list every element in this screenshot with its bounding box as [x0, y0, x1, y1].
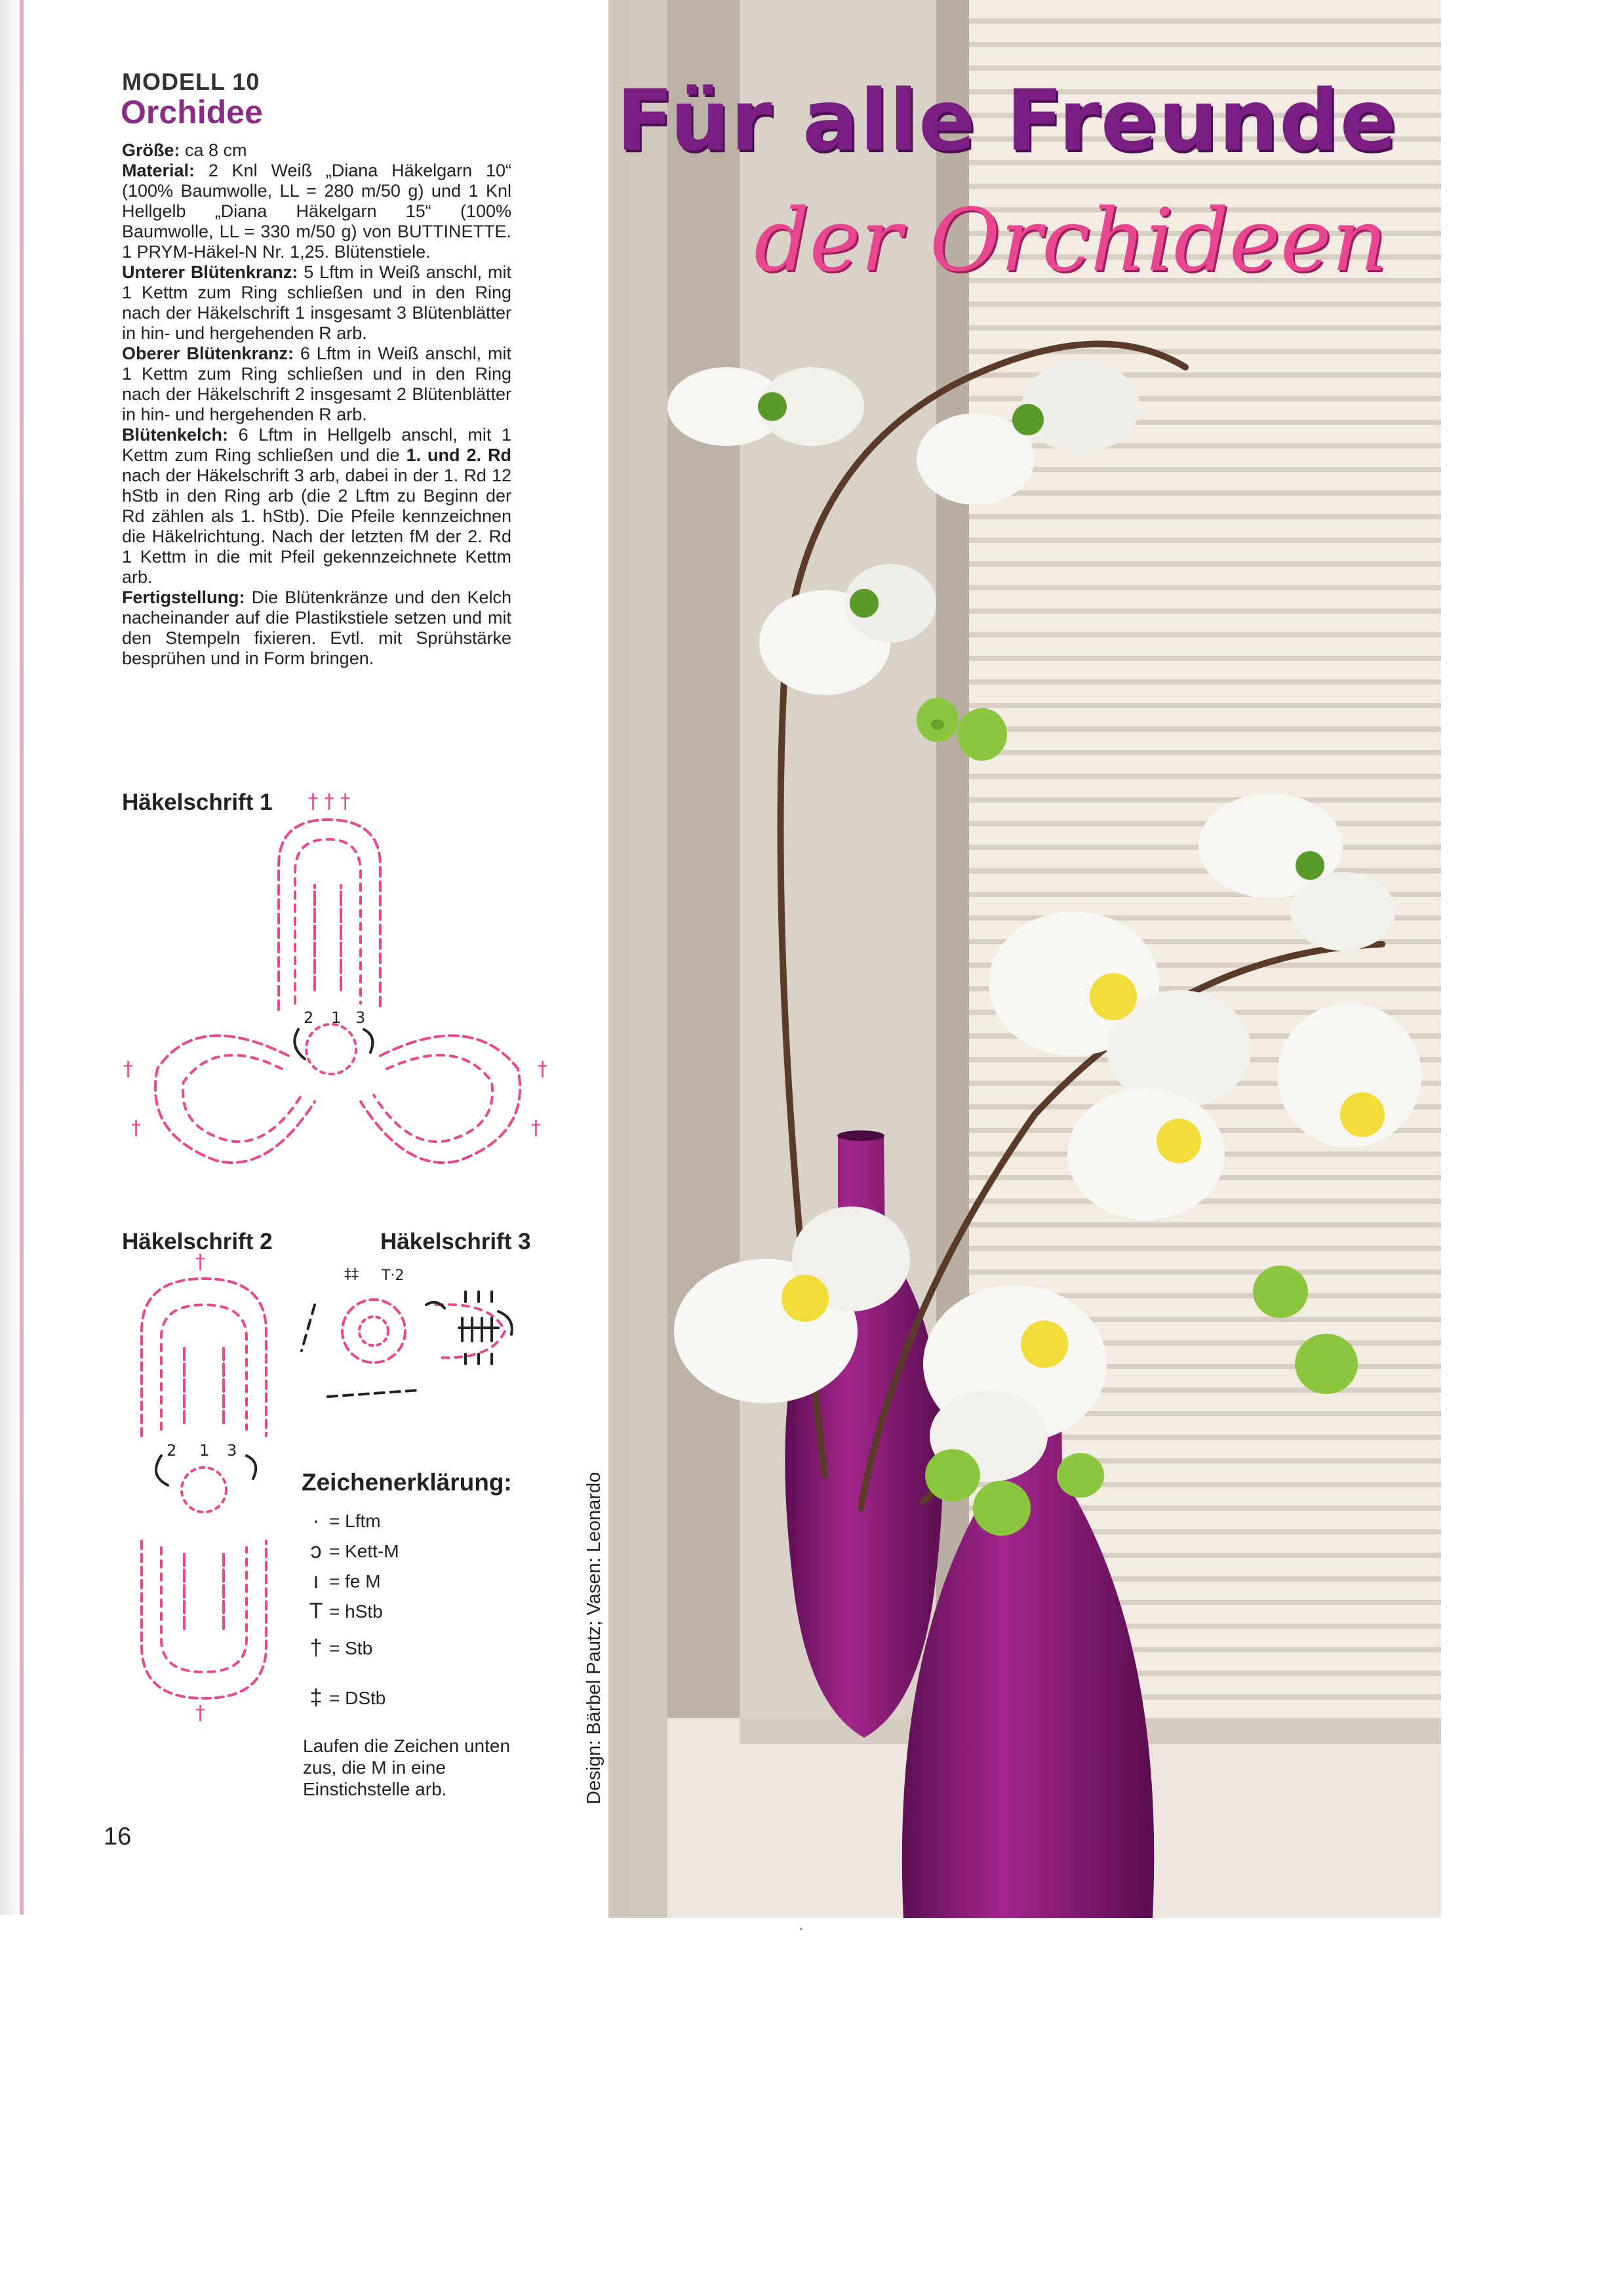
headline-line-2: der Orchideen: [754, 190, 1387, 291]
single-crochet-icon: ı: [313, 1568, 319, 1593]
legend-item-hstb: [303, 1599, 383, 1624]
svg-text:†: †: [131, 1117, 141, 1140]
diagram-1-label: Häkelschrift 1: [122, 789, 273, 815]
legend-title: Zeichenerklärung:: [302, 1469, 512, 1496]
svg-text:1: 1: [199, 1441, 210, 1460]
model-number: MODELL 10: [122, 68, 260, 95]
crochet-diagram-2: [122, 1252, 286, 1725]
svg-text:†: †: [531, 1117, 541, 1140]
legend-text: = Stb: [329, 1637, 373, 1658]
lower-wreath-paragraph: [122, 262, 511, 344]
diagram-2-label: Häkelschrift 2: [122, 1229, 273, 1254]
window-frame-left: [667, 0, 740, 1770]
calyx-value-b: nach der Häkelschrift 3 arb, dabei in der 1. Rd 12 hStb in den Ring arb (die 2 Lftm zu Beginn der Rd zählen als 1. hStb). Die Pfeile kennzeichnen die Häkelrichtung. Nach der letzten fM der 2. Rd 1 Kettm in die mit Pfeil gekennzeichnete Kettm arb.: [122, 466, 511, 587]
scan-speck: [800, 1928, 802, 1930]
finishing-label: Fertigstellung:: [122, 588, 245, 607]
legend-item-fem: [303, 1568, 381, 1594]
calyx-label: Blütenkelch:: [122, 425, 229, 445]
page-title: Orchidee: [121, 94, 263, 130]
instructions-text: [122, 140, 511, 669]
svg-text:1: 1: [331, 1008, 342, 1027]
lower-wreath-value: 5 Lftm in Weiß anschl, mit 1 Kettm zum Ring schließen und in den Ring nach der Häkelschrift 1 insgesamt 3 Blütenblätter in hin- und hergehenden R arb.: [122, 262, 512, 343]
legend-text: = DStb: [329, 1687, 386, 1708]
slip-stitch-icon: ɔ: [310, 1538, 322, 1563]
svg-text:†: †: [195, 1252, 205, 1273]
lower-wreath-label: Unterer Blütenkranz:: [122, 262, 298, 282]
finishing-value: Die Blütenkränze und den Kelch nacheinander auf die Plastikstiele setzen und mit den Stempeln fixieren. Evtl. mit Sprühstärke besprühen und in Form bringen.: [122, 588, 511, 668]
legend-note: Laufen die Zeichen unten zus, die M in eine Einstichstelle arb.: [303, 1736, 511, 1799]
upper-wreath-paragraph: [122, 344, 511, 425]
legend-text: = Lftm: [329, 1510, 381, 1531]
material-paragraph: [122, 161, 511, 262]
crochet-diagram-1: [118, 793, 577, 1187]
svg-text:3: 3: [227, 1441, 237, 1460]
svg-text:T·2: T·2: [382, 1267, 405, 1284]
svg-text:2: 2: [304, 1008, 314, 1027]
size-value: ca 8 cm: [180, 140, 247, 160]
finishing-paragraph: [122, 588, 511, 669]
svg-text:†: †: [538, 1058, 547, 1081]
legend-text: = hStb: [329, 1601, 383, 1622]
double-crochet-icon: †: [309, 1635, 323, 1660]
legend-item-kettm: [303, 1538, 399, 1564]
legend-item-dstb: [303, 1685, 386, 1711]
crochet-diagram-3: [295, 1252, 544, 1436]
headline-line-1: Für alle Freunde: [616, 72, 1398, 170]
calyx-rounds: 1. und 2. Rd: [406, 445, 511, 465]
half-double-crochet-icon: T: [309, 1599, 323, 1624]
orchid-flower-7: [1277, 1003, 1421, 1148]
orchid-flower-1: [667, 367, 864, 446]
svg-text:†: †: [123, 1058, 133, 1081]
svg-text:† † †: † † †: [308, 793, 351, 813]
orchid-flower-6: [1067, 1088, 1225, 1220]
upper-wreath-label: Oberer Blütenkranz:: [122, 344, 294, 363]
material-label: Material:: [122, 161, 195, 180]
calyx-paragraph: [122, 425, 511, 588]
svg-text:‡‡: ‡‡: [344, 1266, 359, 1283]
bottom-margin: [0, 1918, 1624, 2295]
material-value: 2 Knl Weiß „Diana Häkelgarn 10“ (100% Baumwolle, LL = 280 m/50 g) und 1 Knl Hellgelb „Diana Häkelgarn 15“ (100% Baumwolle, LL = 330 m/50 g) von BUTTINETTE. 1 PRYM-Häkel-N Nr. 1,25. Blütenstiele.: [122, 161, 511, 262]
upper-wreath-value: 6 Lftm in Weiß anschl, mit 1 Kettm zum Ring schließen und in den Ring nach der Häkelschrift 2 insgesamt 2 Blütenblätter in hin- und hergehenden R arb.: [122, 344, 511, 424]
legend-item-lftm: [303, 1508, 381, 1534]
scan-edge: [0, 0, 20, 1915]
legend-item-stb: [303, 1635, 372, 1661]
size-paragraph: [122, 140, 511, 161]
size-label: Größe:: [122, 140, 180, 160]
svg-text:2: 2: [167, 1441, 177, 1460]
svg-text:†: †: [195, 1702, 205, 1725]
calyx-value-a: 6 Lftm in Hellgelb anschl, mit 1 Kettm zum Ring schließen und die: [122, 425, 511, 465]
chain-stitch-icon: ·: [312, 1508, 320, 1533]
treble-crochet-icon: ‡: [309, 1685, 323, 1710]
diagram-3-label: Häkelschrift 3: [380, 1229, 531, 1254]
legend-text: = fe M: [329, 1570, 381, 1591]
legend-text: = Kett-M: [329, 1540, 399, 1561]
design-credit: Design: Bärbel Pautz; Vasen: Leonardo: [584, 1471, 604, 1805]
svg-text:3: 3: [355, 1008, 366, 1027]
page-number: 16: [104, 1823, 132, 1850]
